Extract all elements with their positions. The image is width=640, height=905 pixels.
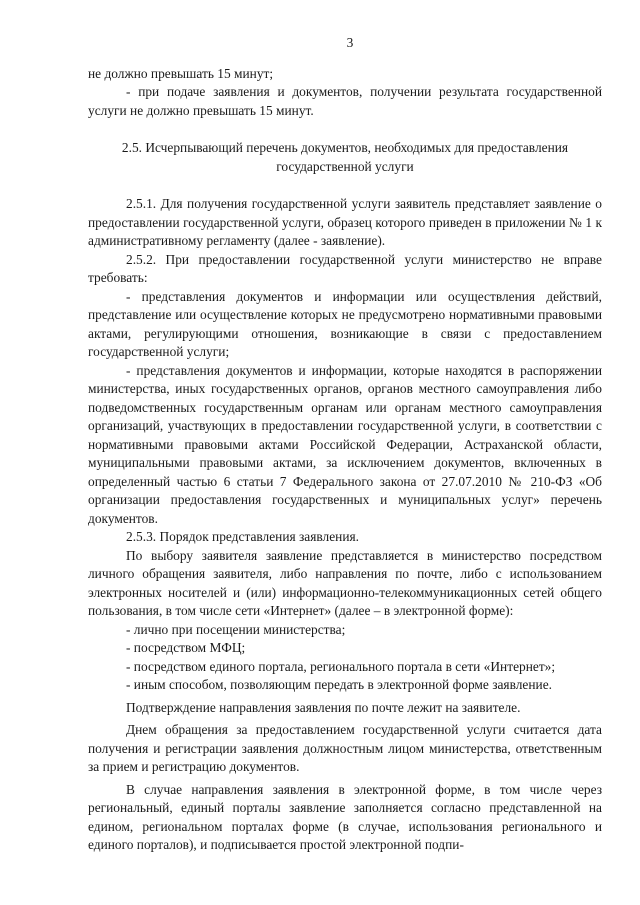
list-item-documents-info: - представления документов и информации, которые находятся в распоряжении министерства, иных государственных органов, органов местного самоуправления либо подведомственных государственным органам или органам местного самоуправления организаций, участвующих в предоставлении государственной услуги, в соответствии с нормативными правовыми актами Российской Федерации, Астраханской области, муниципальными правовыми актами, за исключением документов, включенных в определенный частью 6 статьи 7 Федерального закона от 27.07.2010 № 210-ФЗ «Об организации предоставления государственных и муниципальных услуг» перечень документов. (88, 362, 602, 526)
list-item-mfc: - посредством МФЦ; (126, 640, 246, 655)
paragraph-mail-confirmation: Подтверждение направления заявления по почте лежит на заявителе. (126, 699, 521, 715)
section-heading-2-5: 2.5. Исчерпывающий перечень документов, необходимых для предоставления государственной услуги (121, 140, 569, 174)
paragraph-submission-limit: - при подаче заявления и документов, получении результата государственной услуги не должно превышать 15 минут. (88, 84, 602, 118)
paragraph-request-date: Днем обращения за предоставлением государственной услуги считается дата получения и регистрации заявления должностным лицом министерства, ответственным за прием и регистрацию документов. (88, 722, 602, 774)
paragraph-2-5-1: 2.5.1. Для получения государственной услуги заявитель представляет заявление о предоставлении государственной услуги, образец которого приведен в приложении № 1 к административному регламенту (далее - заявление). (88, 196, 602, 248)
list-item-documents-actions: - представления документов и информации или осуществления действий, представление или осуществление которых не предусмотрено нормативными правовыми актами, регулирующими отношения, возникающие в связи с предоставлением государственной услуги; (88, 288, 602, 359)
paragraph-submission-choice: По выбору заявителя заявление представляется в министерство посредством личного обращения заявителя, либо направления по почте, либо с использованием электронных носителей и (или) информационно-телекоммуникационных сетей общего пользования, в том числе сети «Интернет» (далее – в электронной форме): (88, 547, 602, 618)
paragraph-2-5-3: 2.5.3. Порядок представления заявления. (126, 529, 360, 544)
document-page (88, 34, 602, 855)
paragraph-electronic-form: В случае направления заявления в электронной форме, в том числе через региональный, единый порталы заявление заполняется согласно представленной на едином, региональном порталах форме (в случае, использования регионального и единого порталов), и подписывается простой электронной подпи- (88, 781, 602, 852)
list-item-portal: - посредством единого портала, регионального портала в сети «Интернет»; (126, 658, 556, 674)
paragraph-2-5-2: 2.5.2. При предоставлении государственной услуги министерство не вправе требовать: (88, 251, 602, 285)
list-item-in-person: - лично при посещении министерства; (126, 621, 346, 637)
page-number: 3 (346, 35, 354, 50)
list-item-other-electronic: - иным способом, позволяющим передать в электронной форме заявление. (126, 677, 552, 692)
paragraph-time-limit: не должно превышать 15 минут; (88, 65, 274, 81)
